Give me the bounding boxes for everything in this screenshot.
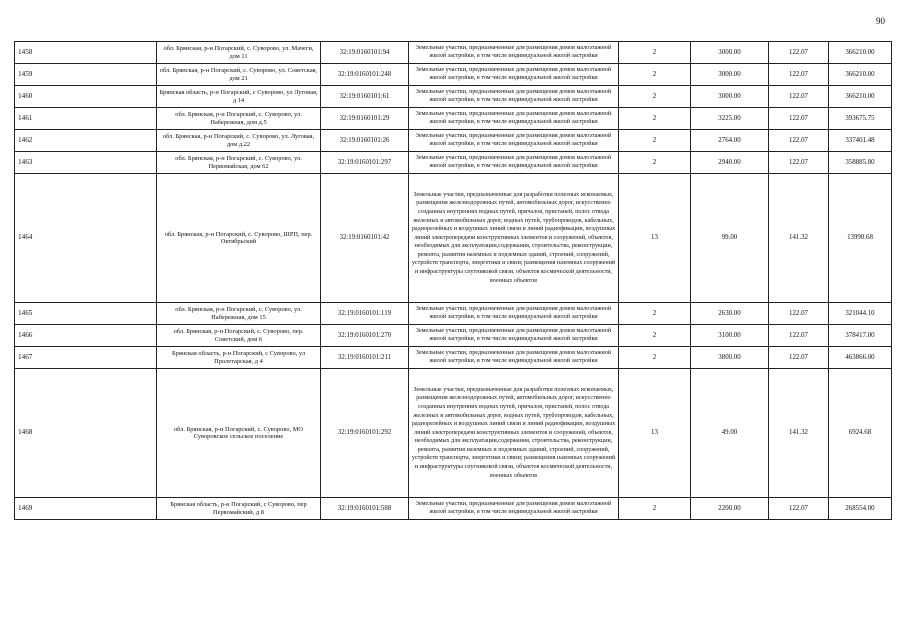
table-row [15,174,892,303]
address-cell: обл. Брянская, р-н Погарский, с. Суворово, ул. Набережная, дом д.5 [157,108,321,130]
row-number-cell: 1465 [15,303,157,325]
area-cell: 3000.00 [691,64,769,86]
cadastral-value-cell: 358885.80 [829,152,892,174]
row-number-cell: 1461 [15,108,157,130]
table-row [15,108,892,130]
address-cell: обл. Брянская, р-н Погарский, с. Суворово, ул. Первомайская, дом 62 [157,152,321,174]
table-row [15,130,892,152]
cadastral-value-cell: 463866.00 [829,347,892,369]
land-use-cell: Земельные участки, предназначенные для размещения домов малоэтажной жилой застройки, в том числе индивидуальной жилой застройки [409,325,619,347]
specific-value-cell: 122.07 [769,64,829,86]
use-group-cell: 2 [619,64,691,86]
address-cell: обл. Брянская, р-н Погарский, с. Суворово, ул. Мачеги, дом 11 [157,42,321,64]
land-use-cell: Земельные участки, предназначенные для размещения домов малоэтажной жилой застройки, в том числе индивидуальной жилой застройки [409,347,619,369]
cadastral-value-table [14,41,892,520]
cadastral-value-cell: 366210.00 [829,86,892,108]
use-group-cell: 2 [619,152,691,174]
use-group-cell: 2 [619,130,691,152]
table-row [15,498,892,520]
use-group-cell: 2 [619,86,691,108]
specific-value-cell: 122.07 [769,303,829,325]
specific-value-cell: 122.07 [769,130,829,152]
row-number-cell: 1467 [15,347,157,369]
cadastral-number-cell: 32:19:0160101:61 [321,86,409,108]
area-cell: 2630.00 [691,303,769,325]
address-cell: обл. Брянская, р-н Погарский, с. Суворово, ул. Луговая, дом д.22 [157,130,321,152]
row-number-cell: 1462 [15,130,157,152]
area-cell: 3100.00 [691,325,769,347]
land-use-cell: Земельные участки, предназначенные для размещения домов малоэтажной жилой застройки, в том числе индивидуальной жилой застройки [409,498,619,520]
cadastral-number-cell: 32:19:0160101:26 [321,130,409,152]
address-cell: обл. Брянская, р-н Погарский, с. Суворово, МО Суворовское сельское поселение [157,369,321,498]
use-group-cell: 2 [619,347,691,369]
specific-value-cell: 122.07 [769,152,829,174]
use-group-cell: 2 [619,108,691,130]
table-row [15,325,892,347]
land-use-cell: Земельные участки, предназначенные для разработки полезных ископаемых, размещения железнодорожных путей, автомобильных дорог, искусственно созданных внутренних водных путей, причалов, пристаней, полос отвода железных и автомобильных дорог, водных путей, трубопроводов, кабельных, радиорелейных и воздушных линий связи и линий радиофикации, воздушных линий электропередачи конструктивных элементов и сооружений, объектов, необходимых для эксплуатации,содержания, строительства, реконструкции, ремонта, развития наземных и подземных зданий, строений, сооружений, устройств транспорта, энергетики и связи; размещения наземных сооружений и инфраструктуры спутниковой связи, объектов космической деятельности, военных объектов [409,369,619,498]
page-number: 90 [876,16,885,26]
cadastral-number-cell: 32:19:0160101:248 [321,64,409,86]
address-cell: обл. Брянская, р-н Погарский, с. Суворово, ул. Набережная, дом 15 [157,303,321,325]
land-use-cell: Земельные участки, предназначенные для размещения домов малоэтажной жилой застройки, в том числе индивидуальной жилой застройки [409,86,619,108]
table-row [15,86,892,108]
specific-value-cell: 122.07 [769,347,829,369]
land-use-cell: Земельные участки, предназначенные для размещения домов малоэтажной жилой застройки, в том числе индивидуальной жилой застройки [409,303,619,325]
table-row [15,303,892,325]
use-group-cell: 2 [619,325,691,347]
cadastral-value-cell: 366210.00 [829,64,892,86]
row-number-cell: 1469 [15,498,157,520]
area-cell: 99.00 [691,174,769,303]
use-group-cell: 13 [619,174,691,303]
row-number-cell: 1460 [15,86,157,108]
table-body [15,42,892,520]
land-use-cell: Земельные участки, предназначенные для разработки полезных ископаемых, размещения железнодорожных путей, автомобильных дорог, искусственно созданных внутренних водных путей, причалов, пристаней, полос отвода железных и автомобильных дорог, водных путей, трубопроводов, кабельных, радиорелейных и воздушных линий связи и линий радиофикации, воздушных линий электропередачи конструктивных элементов и сооружений, объектов, необходимых для эксплуатации,содержания, строительства, реконструкции, ремонта, развития наземных и подземных зданий, строений, сооружений, устройств транспорта, энергетики и связи; размещения наземных сооружений и инфраструктуры спутниковой связи, объектов космической деятельности, военных объектов [409,174,619,303]
use-group-cell: 2 [619,498,691,520]
address-cell: Брянская область, р-н Погарский, с Суворово, ул Луговая, д 14 [157,86,321,108]
cadastral-value-cell: 321044.10 [829,303,892,325]
cadastral-number-cell: 32:19:0160101:119 [321,303,409,325]
table-row [15,369,892,498]
area-cell: 3000.00 [691,42,769,64]
cadastral-value-cell: 268554.00 [829,498,892,520]
area-cell: 2200.00 [691,498,769,520]
cadastral-number-cell: 32:19:0160101:94 [321,42,409,64]
address-cell: Брянская область, р-н Погарский, с Суворово, ул Пролетарская, д 4 [157,347,321,369]
area-cell: 3800.00 [691,347,769,369]
cadastral-number-cell: 32:19:0160101:211 [321,347,409,369]
area-cell: 2940.00 [691,152,769,174]
table-row [15,42,892,64]
specific-value-cell: 122.07 [769,42,829,64]
specific-value-cell: 122.07 [769,108,829,130]
land-use-cell: Земельные участки, предназначенные для размещения домов малоэтажной жилой застройки, в том числе индивидуальной жилой застройки [409,42,619,64]
specific-value-cell: 122.07 [769,325,829,347]
specific-value-cell: 141.32 [769,369,829,498]
use-group-cell: 13 [619,369,691,498]
land-use-cell: Земельные участки, предназначенные для размещения домов малоэтажной жилой застройки, в том числе индивидуальной жилой застройки [409,130,619,152]
specific-value-cell: 141.32 [769,174,829,303]
table-row [15,64,892,86]
land-use-cell: Земельные участки, предназначенные для размещения домов малоэтажной жилой застройки, в том числе индивидуальной жилой застройки [409,152,619,174]
land-use-cell: Земельные участки, предназначенные для размещения домов малоэтажной жилой застройки, в том числе индивидуальной жилой застройки [409,64,619,86]
cadastral-value-cell: 366210.00 [829,42,892,64]
area-cell: 2764.00 [691,130,769,152]
area-cell: 49.00 [691,369,769,498]
use-group-cell: 2 [619,42,691,64]
cadastral-value-cell: 337401.48 [829,130,892,152]
row-number-cell: 1466 [15,325,157,347]
cadastral-value-cell: 393675.75 [829,108,892,130]
address-cell: обл. Брянская, р-н Погарский, с. Суворово, ул. Советская, дом 21 [157,64,321,86]
use-group-cell: 2 [619,303,691,325]
land-use-cell: Земельные участки, предназначенные для размещения домов малоэтажной жилой застройки, в том числе индивидуальной жилой застройки [409,108,619,130]
cadastral-number-cell: 32:19:0160101:42 [321,174,409,303]
row-number-cell: 1459 [15,64,157,86]
address-cell: Брянская область, р-н Погарский, с Суворово, пер Первомайский, д 8 [157,498,321,520]
cadastral-value-cell: 378417.00 [829,325,892,347]
cadastral-number-cell: 32:19:0160101:270 [321,325,409,347]
table-row [15,152,892,174]
row-number-cell: 1464 [15,174,157,303]
row-number-cell: 1463 [15,152,157,174]
cadastral-number-cell: 32:19:0160101:297 [321,152,409,174]
row-number-cell: 1458 [15,42,157,64]
address-cell: обл. Брянская, р-н Погарский, с. Суворово, ШРП, пер. Октябрьский [157,174,321,303]
table-row [15,347,892,369]
specific-value-cell: 122.07 [769,498,829,520]
cadastral-value-cell: 6924.68 [829,369,892,498]
cadastral-number-cell: 32:19:0160101:588 [321,498,409,520]
row-number-cell: 1468 [15,369,157,498]
specific-value-cell: 122.07 [769,86,829,108]
address-cell: обл. Брянская, р-н Погарский, с. Суворово, пер. Советский, дом 6 [157,325,321,347]
cadastral-value-cell: 13990.68 [829,174,892,303]
area-cell: 3000.00 [691,86,769,108]
cadastral-number-cell: 32:19:0160101:29 [321,108,409,130]
area-cell: 3225.00 [691,108,769,130]
cadastral-number-cell: 32:19:0160101:292 [321,369,409,498]
